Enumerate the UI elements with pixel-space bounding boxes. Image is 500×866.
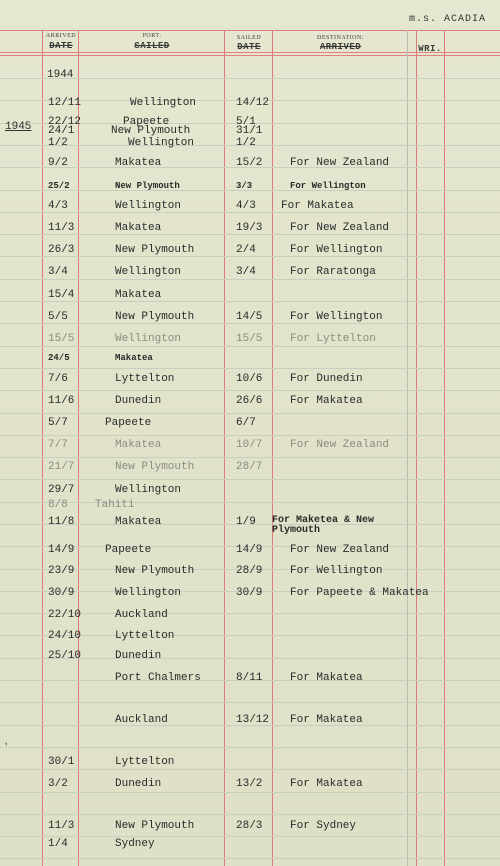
sailed-date-cell: 3/4 — [236, 266, 256, 278]
destination-cell: For Papeete & Makatea — [290, 587, 429, 599]
arrived-date-cell: 9/2 — [48, 157, 68, 169]
column-rule — [272, 30, 273, 866]
header-dest-arrived: ARRIVED — [319, 42, 362, 52]
sailed-date-cell: 28/9 — [236, 565, 263, 577]
arrived-date-cell: 8/8 — [48, 499, 68, 511]
header-wr: WRI. — [418, 44, 442, 54]
arrived-date-cell: 1/4 — [48, 838, 68, 850]
sailed-date-cell: 13/2 — [236, 778, 263, 790]
sailed-date-cell: 28/7 — [236, 461, 263, 473]
sailed-date-cell: 8/11 — [236, 672, 263, 684]
port-cell: New Plymouth — [115, 311, 195, 323]
sailed-date-cell: 5/1 — [236, 116, 256, 128]
port-cell: Makatea — [115, 439, 162, 451]
port-cell: Papeete — [105, 417, 152, 429]
column-rule — [444, 30, 445, 866]
destination-cell: For Makatea — [290, 778, 363, 790]
sailed-date-cell: 2/4 — [236, 244, 256, 256]
ruled-line — [0, 702, 500, 703]
arrived-date-cell: 23/9 — [48, 565, 75, 577]
ruled-line — [0, 435, 500, 436]
ruled-line — [0, 390, 500, 391]
port-cell: Makatea — [115, 157, 162, 169]
port-cell: New Plymouth — [115, 244, 195, 256]
port-cell: Dunedin — [115, 778, 162, 790]
arrived-date-cell: 1/2 — [48, 137, 68, 149]
destination-cell: For Makatea — [290, 714, 363, 726]
destination-cell: For New Zealand — [290, 439, 390, 451]
arrived-date-cell: 25/10 — [48, 650, 82, 662]
destination-cell: For Lyttelton — [290, 333, 376, 345]
port-cell: Makatea — [115, 289, 162, 301]
sailed-date-cell: 30/9 — [236, 587, 263, 599]
port-cell: Makatea — [115, 222, 162, 234]
ruled-line — [0, 457, 500, 458]
sailed-date-cell: 3/3 — [236, 181, 253, 191]
arrived-date-cell: 11/6 — [48, 395, 75, 407]
ruled-line — [0, 301, 500, 302]
port-cell: Lyttelton — [115, 630, 175, 642]
port-cell: Wellington — [115, 333, 182, 345]
sailed-date-cell: 10/6 — [236, 373, 263, 385]
arrived-date-cell: 7/7 — [48, 439, 68, 451]
margin-year: 1945 — [5, 121, 32, 133]
ruled-line — [0, 792, 500, 793]
destination-cell: For New Zealand — [290, 157, 390, 169]
sailed-date-cell: 13/12 — [236, 714, 270, 726]
port-cell: Sydney — [115, 838, 155, 850]
arrived-date-cell: 22/10 — [48, 609, 82, 621]
ruled-line — [0, 769, 500, 770]
destination-cell: For Wellington — [290, 565, 383, 577]
ruled-line — [0, 212, 500, 213]
header-destination: DESTINATION: — [317, 35, 364, 41]
arrived-date-cell: 25/2 — [48, 181, 70, 191]
arrived-date-cell: 3/2 — [48, 778, 68, 790]
ruled-line — [0, 279, 500, 280]
sailed-date-cell: 1/2 — [236, 137, 256, 149]
port-cell: Wellington — [115, 587, 182, 599]
sailed-date-cell: 14/9 — [236, 544, 263, 556]
arrived-date-cell: 11/3 — [48, 222, 75, 234]
arrived-date-cell: 21/7 — [48, 461, 75, 473]
arrived-date-cell: 24/10 — [48, 630, 82, 642]
arrived-date-cell: 30/1 — [48, 756, 75, 768]
column-rule — [416, 30, 417, 866]
port-cell: Dunedin — [115, 395, 162, 407]
port-cell: Auckland — [115, 714, 168, 726]
arrived-date-cell: 3/4 — [48, 266, 68, 278]
arrived-date-cell: 5/5 — [48, 311, 68, 323]
ruled-line — [0, 413, 500, 414]
arrived-date-cell: 5/7 — [48, 417, 68, 429]
port-cell: Makatea — [115, 353, 153, 363]
ruled-line — [0, 502, 500, 503]
ruled-line — [0, 234, 500, 235]
port-cell: Port Chalmers — [115, 672, 201, 684]
sailed-date-cell: 6/7 — [236, 417, 256, 429]
year-heading: 1944 — [47, 69, 74, 81]
ruled-line — [0, 323, 500, 324]
margin-tick-mark: ʼ — [2, 742, 11, 758]
header-top-line — [0, 30, 500, 31]
destination-cell: For Makatea — [281, 200, 354, 212]
column-rule — [42, 30, 43, 866]
port-cell: New Plymouth — [115, 181, 180, 191]
ruled-line — [0, 256, 500, 257]
destination-cell: For Wellington — [290, 311, 383, 323]
destination-cell: For Wellington — [290, 244, 383, 256]
arrived-date-cell: 7/6 — [48, 373, 68, 385]
arrived-date-cell: 11/3 — [48, 820, 75, 832]
sailed-date-cell: 15/5 — [236, 333, 263, 345]
sailed-date-cell: 10/7 — [236, 439, 263, 451]
header-sailed-date: DATE — [237, 42, 261, 52]
port-cell: New Plymouth — [115, 565, 195, 577]
destination-cell: For New Zealand — [290, 544, 390, 556]
port-cell: Wellington — [115, 484, 182, 496]
column-rule — [224, 30, 225, 866]
destination-cell: For Sydney — [290, 820, 357, 832]
ruled-line — [0, 858, 500, 859]
header-arrived: ARRIVED — [45, 33, 77, 39]
arrived-date-cell: 14/9 — [48, 544, 75, 556]
header-sailed: SAILED — [134, 41, 170, 51]
header-port: PORT: — [142, 33, 162, 39]
arrived-date-cell: 24/1 — [48, 125, 75, 137]
destination-cell: For New Zealand — [290, 222, 390, 234]
header-arrived-date: DATE — [49, 41, 73, 51]
arrived-date-cell: 12/11 — [48, 97, 82, 109]
ruled-line — [0, 814, 500, 815]
arrived-date-cell: 29/7 — [48, 484, 75, 496]
destination-cell: For Dunedin — [290, 373, 363, 385]
port-cell: Lyttelton — [115, 756, 175, 768]
ruled-line — [0, 78, 500, 79]
destination-cell: For Maketea & New Plymouth — [272, 515, 375, 536]
ship-title: m.s. ACADIA — [408, 14, 486, 25]
port-cell: Dunedin — [115, 650, 162, 662]
ruled-line — [0, 747, 500, 748]
header-sailed-small: SAILED — [236, 35, 262, 41]
port-cell: Papeete — [105, 544, 152, 556]
destination-cell: For Makatea — [290, 672, 363, 684]
port-cell: Wellington — [130, 97, 197, 109]
ruled-line — [0, 836, 500, 837]
port-cell: Makatea — [115, 516, 162, 528]
arrived-date-cell: 22/12 — [48, 116, 82, 128]
port-cell: Wellington — [128, 137, 195, 149]
ruled-line — [0, 346, 500, 347]
ruled-line — [0, 368, 500, 369]
port-cell: New Plymouth — [115, 820, 195, 832]
arrived-date-cell: 4/3 — [48, 200, 68, 212]
port-cell: New Plymouth — [111, 125, 191, 137]
arrived-date-cell: 15/5 — [48, 333, 75, 345]
sailed-date-cell: 26/6 — [236, 395, 263, 407]
sailed-date-cell: 19/3 — [236, 222, 263, 234]
arrived-date-cell: 15/4 — [48, 289, 75, 301]
destination-cell: For Wellington — [290, 181, 366, 191]
sailed-date-cell: 14/5 — [236, 311, 263, 323]
sailed-date-cell: 31/1 — [236, 125, 263, 137]
sailed-date-cell: 1/9 — [236, 516, 256, 528]
arrived-date-cell: 26/3 — [48, 244, 75, 256]
column-rule — [407, 30, 408, 866]
arrived-date-cell: 30/9 — [48, 587, 75, 599]
ruled-line — [0, 479, 500, 480]
destination-cell: For Raratonga — [290, 266, 376, 278]
port-cell: Papeete — [123, 116, 170, 128]
sailed-date-cell: 14/12 — [236, 97, 270, 109]
sailed-date-cell: 4/3 — [236, 200, 256, 212]
column-rule — [78, 30, 79, 866]
port-cell: New Plymouth — [115, 461, 195, 473]
port-cell: Auckland — [115, 609, 168, 621]
port-cell: Wellington — [115, 266, 182, 278]
sailed-date-cell: 15/2 — [236, 157, 263, 169]
port-cell: Lyttelton — [115, 373, 175, 385]
arrived-date-cell: 11/8 — [48, 516, 75, 528]
port-cell: Tahiti — [95, 499, 135, 511]
destination-cell: For Makatea — [290, 395, 363, 407]
arrived-date-cell: 24/5 — [48, 353, 70, 363]
header-bottom-line-2 — [0, 55, 500, 56]
port-cell: Wellington — [115, 200, 182, 212]
sailed-date-cell: 28/3 — [236, 820, 263, 832]
